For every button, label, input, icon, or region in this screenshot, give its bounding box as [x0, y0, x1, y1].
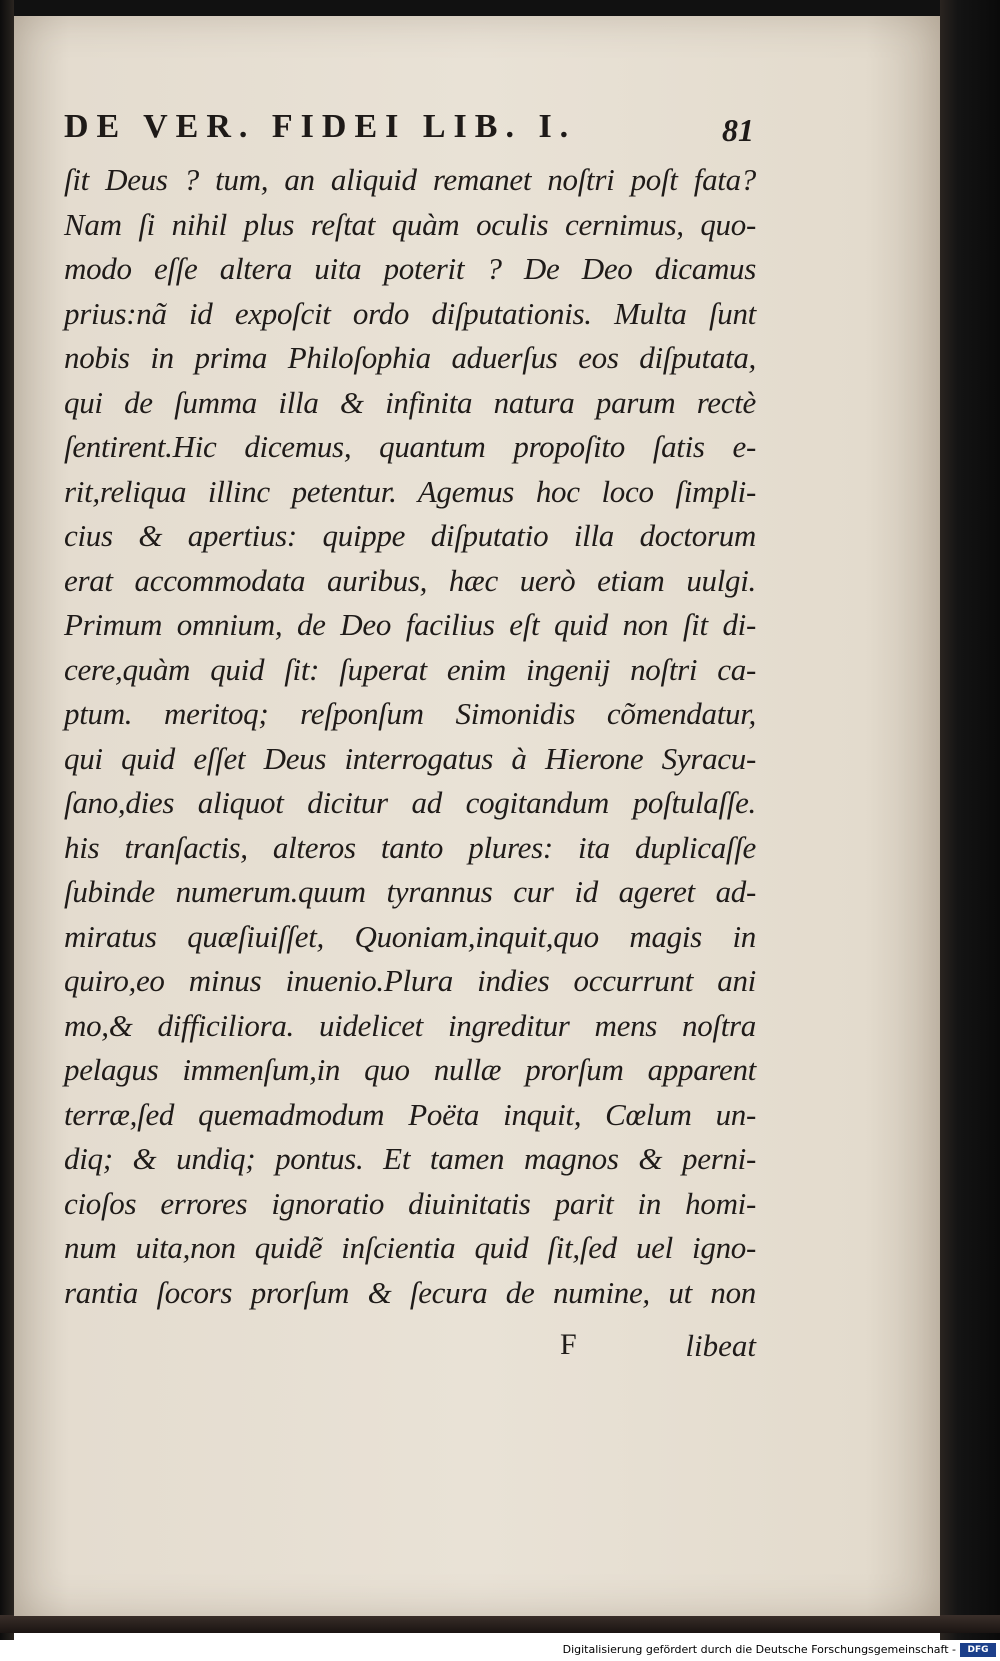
top-edge — [0, 0, 1000, 16]
text-line: cius & apertius: quippe diſputatio illa doctorum — [64, 518, 756, 553]
page-edge-shadow — [940, 0, 1000, 1640]
text-line: pelagus immenſum,in quo nullæ prorſum apparent — [64, 1052, 756, 1087]
text-line: ptum. meritoq; reſponſum Simonidis cõmendatur, — [64, 696, 756, 731]
text-line: nobis in prima Philoſophia aduerſus eos diſputata, — [64, 340, 756, 375]
text-line: rantia ſocors prorſum & ſecura de numine, ut non — [64, 1274, 756, 1310]
text-line: Nam ſi nihil plus reſtat quàm oculis cernimus, quo- — [64, 206, 756, 242]
bottom-edge — [0, 1615, 1000, 1633]
body-text — [64, 158, 756, 1315]
text-line: mo,& difficiliora. uidelicet ingreditur mens noſtra — [64, 1007, 756, 1043]
text-line: cere,quàm quid ſit: ſuperat enim ingenij noſtri ca- — [64, 651, 756, 687]
text-line: prius:nã id expoſcit ordo diſputationis. Multa ſunt — [64, 295, 756, 331]
running-head-title: DE VER. FIDEI LIB. I. — [64, 108, 577, 145]
text-line: num uita,non quidẽ inſcientia quid ſit,ſed uel igno- — [64, 1230, 756, 1265]
running-head — [64, 108, 754, 158]
text-line: his tranſactis, alteros tanto plures: ita duplicaſſe — [64, 829, 756, 865]
binding-edge — [0, 0, 14, 1640]
text-line: ſit Deus ? tum, an aliquid remanet noſtri poſt fata? — [64, 162, 756, 197]
signature-mark: F — [560, 1328, 577, 1361]
text-line: quiro,eo minus inuenio.Plura indies occurrunt ani — [64, 963, 756, 998]
text-line: modo eſſe altera uita poterit ? De Deo dicamus — [64, 251, 756, 286]
text-line: miratus quæſiuiſſet, Quoniam,inquit,quo magis in — [64, 918, 756, 954]
text-line: diq; & undiq; pontus. Et tamen magnos & perni- — [64, 1141, 756, 1176]
dfg-logo: DFG — [960, 1643, 996, 1657]
text-line: ſentirent.Hic dicemus, quantum propoſito ſatis e- — [64, 429, 756, 464]
text-line: qui de ſumma illa & infinita natura parum rectè — [64, 384, 756, 420]
digitization-credit: Digitalisierung gefördert durch die Deutsche Forschungsgemeinschaft - — [562, 1643, 956, 1656]
page-foot — [64, 1328, 756, 1368]
text-line: ſano,dies aliquot dicitur ad cogitandum poſtulaſſe. — [64, 785, 756, 820]
text-line: rit,reliqua illinc petentur. Agemus hoc loco ſimpli- — [64, 473, 756, 509]
text-line: ſubinde numerum.quum tyrannus cur id ageret ad- — [64, 874, 756, 909]
text-line: qui quid eſſet Deus interrogatus à Hierone Syracu- — [64, 740, 756, 776]
text-line: terræ,ſed quemadmodum Poëta inquit, Cœlum un- — [64, 1096, 756, 1132]
text-line: cioſos errores ignoratio diuinitatis parit in homi- — [64, 1185, 756, 1221]
text-line: erat accommodata auribus, hæc uerò etiam uulgi. — [64, 562, 756, 598]
digitization-footer — [0, 1640, 1000, 1661]
text-line: Primum omnium, de Deo facilius eſt quid non ſit di- — [64, 607, 756, 642]
catchword: libeat — [685, 1328, 756, 1363]
folio-number: 81 — [722, 112, 754, 148]
